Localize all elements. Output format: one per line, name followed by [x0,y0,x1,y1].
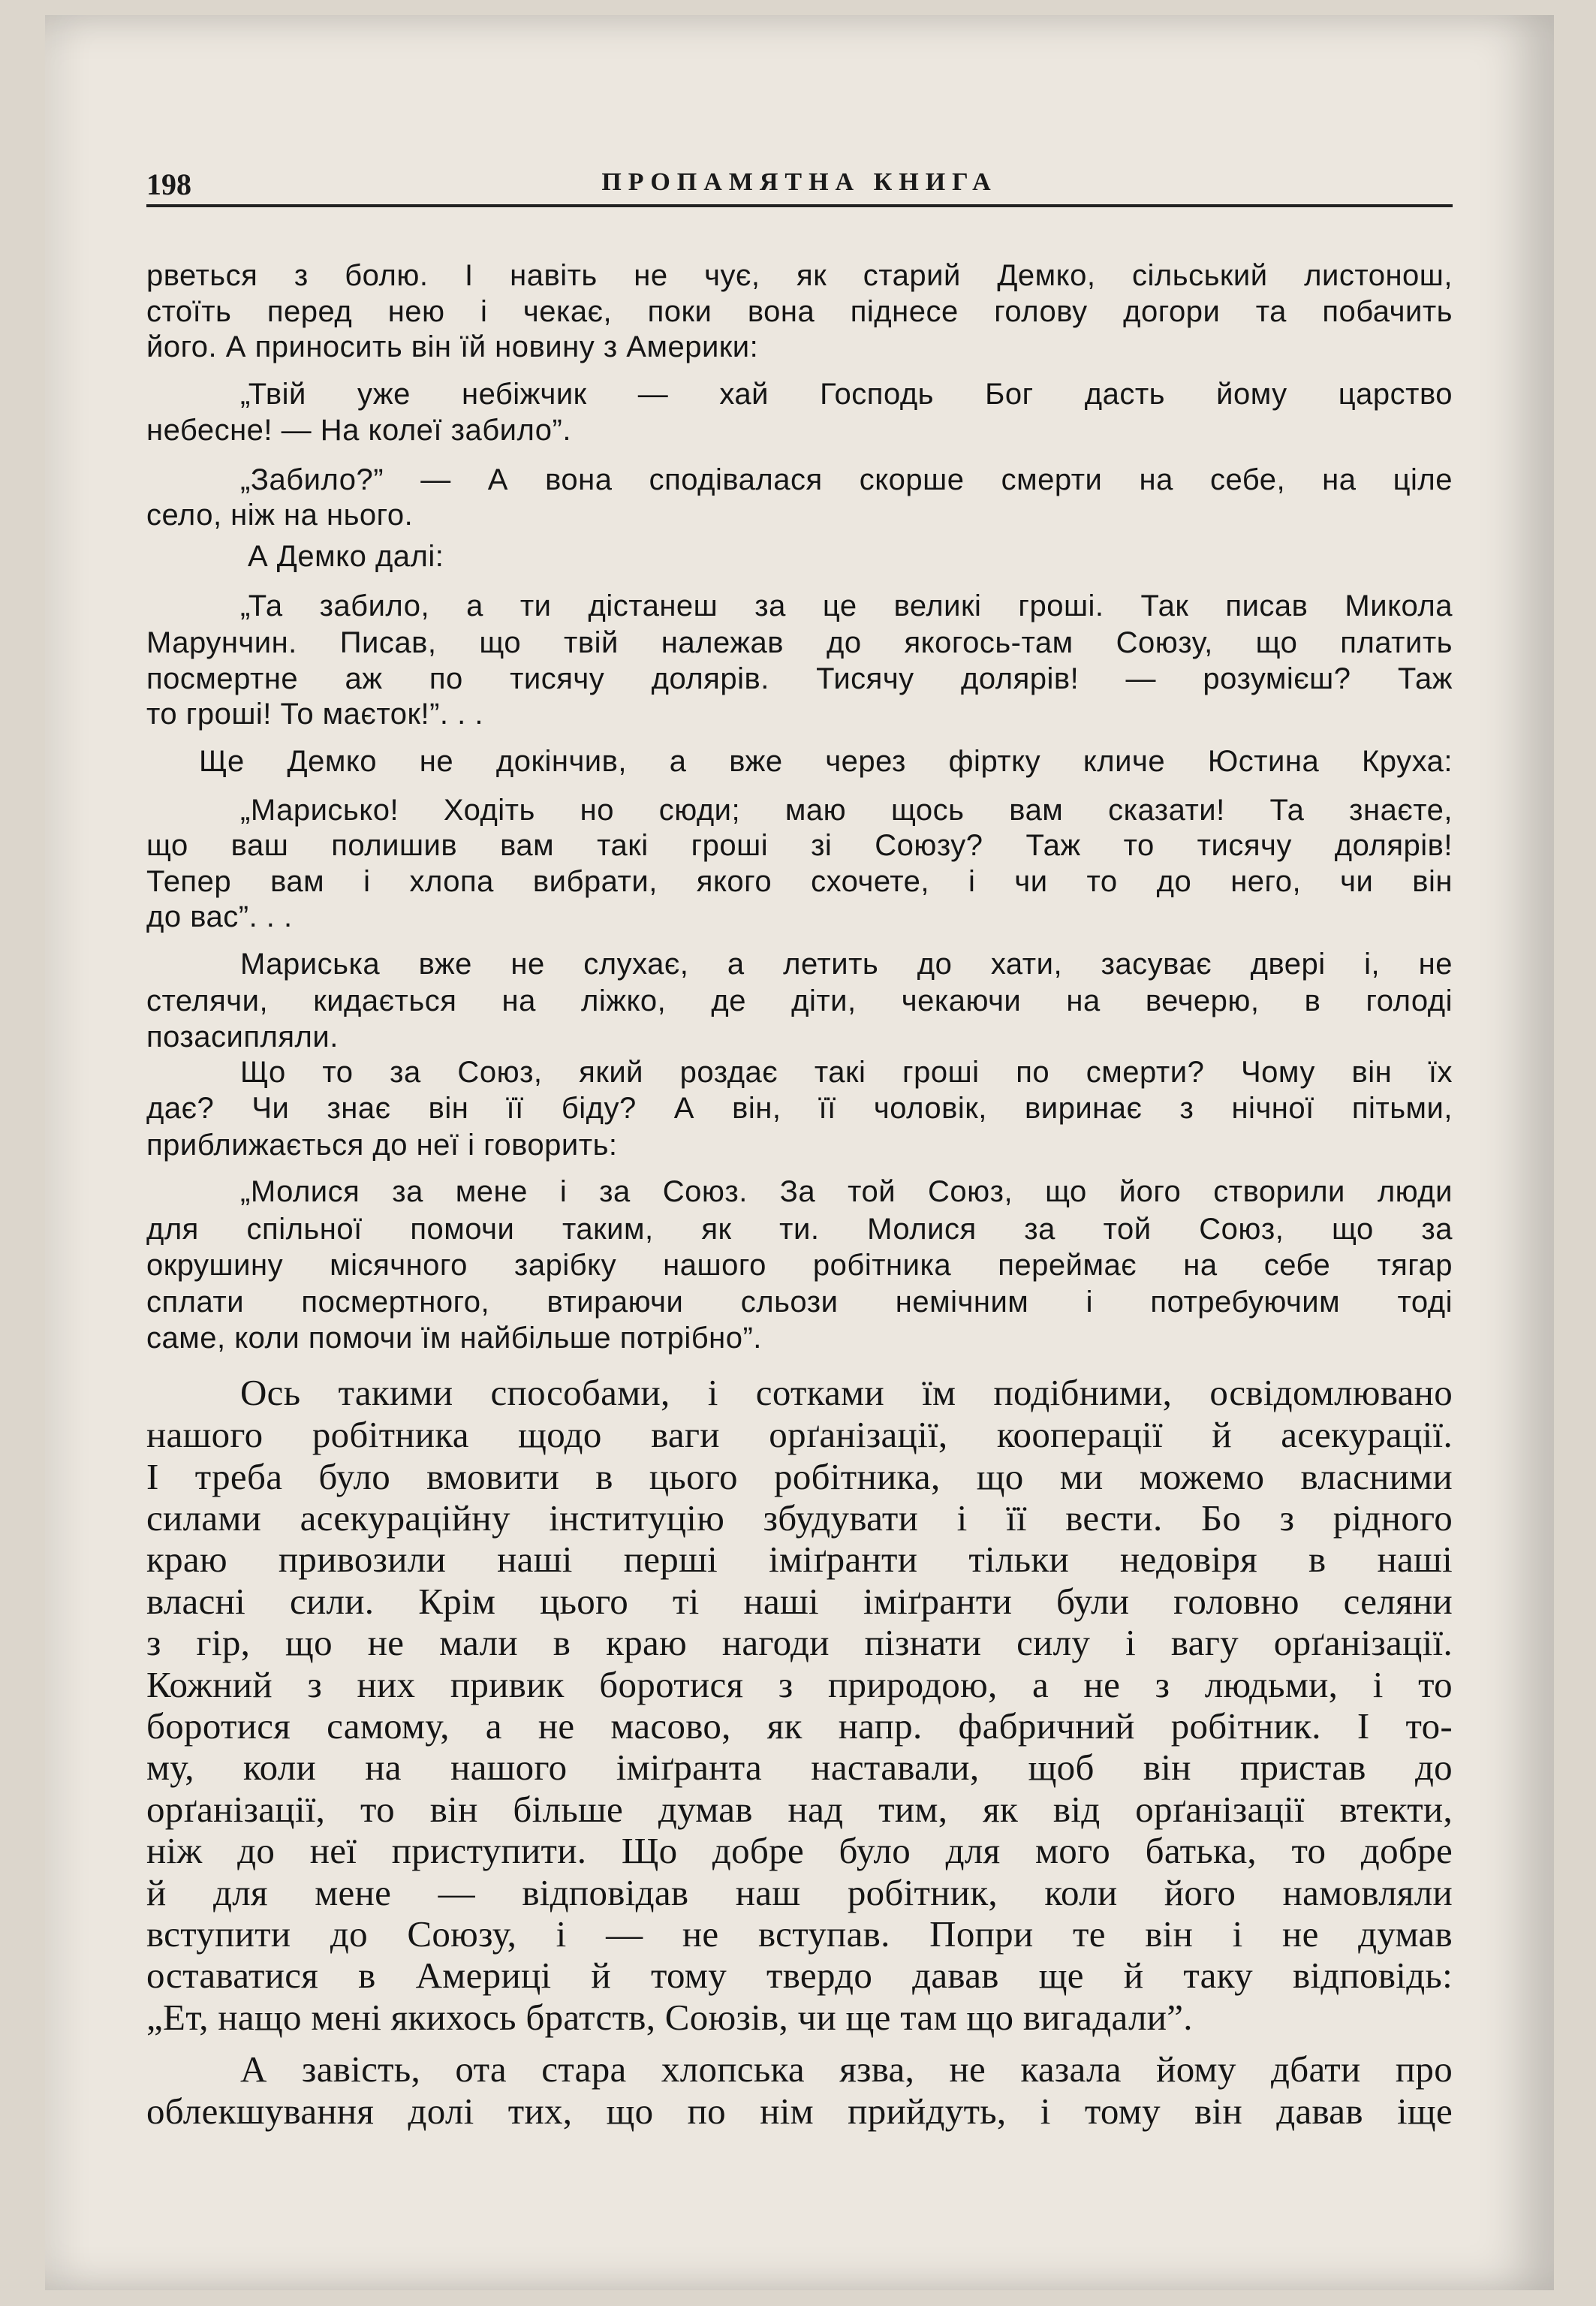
running-title: ПРОПАМЯТНА КНИГА [601,168,998,196]
text-line: „Забило?” — А вона сподівалася скорше смерти на себе, на ціле [240,463,1453,496]
text-line: силами асекураційну інституцію збудувати і її вести. Бо з рідного [146,1497,1453,1539]
text-line: село, ніж на нього. [146,499,414,532]
text-line: А Демко далі: [248,540,444,573]
text-line: його. А приносить він їй новину з Америки: [146,330,759,363]
text-line: приближається до неї і говорить: [146,1129,618,1162]
text-line: з гір, що не мали в краю нагоди пізнати силу і вагу орґанізації. [146,1622,1453,1663]
text-line: ніж до неї приступити. Що добре було для мого батька, то добре [146,1830,1453,1871]
text-line: саме, коли помочи їм найбільше потрібно”. [146,1322,762,1355]
text-line: Ще Демко не докінчив, а вже через фіртку кличе Юстина Круха: [199,745,1453,778]
text-line: „Марисько! Ходіть но сюди; маю щось вам сказати! Та знаєте, [240,794,1453,827]
page-header [146,167,1453,207]
text-line: Що то за Союз, який роздає такі гроші по смерти? Чому він їх [240,1056,1453,1089]
text-line: нашого робітника щодо ваги орґанізації, кооперації й асекурації. [146,1414,1453,1455]
text-line: І треба було вмовити в цього робітника, що ми можемо власними [146,1456,1453,1497]
text-line: боротися самому, а не масово, як напр. фабричний робітник. І то- [146,1705,1453,1747]
text-line: „Ет, нащо мені якихось братств, Союзів, чи ще там що вигадали”. [146,1997,1193,2038]
text-line: небесне! — На колеї забило”. [146,414,571,447]
text-line: власні сили. Крім цього ті наші іміґранти були головно селяни [146,1581,1453,1622]
text-line: позасипляли. [146,1020,339,1054]
text-line: орґанізації, то він більше думав над тим, як від орґанізації втекти, [146,1789,1453,1830]
text-line: до вас”. . . [146,900,293,933]
text-line: сплати посмертного, втираючи сльози немічним і потребуючим тоді [146,1286,1453,1319]
text-line: „Молися за мене і за Союз. За той Союз, що його створили люди [240,1175,1453,1208]
text-line: Марунчин. Писав, що твій належав до якогось-там Союзу, що платить [146,626,1453,659]
text-line: рветься з болю. І навіть не чує, як старий Демко, сільський листонош, [146,259,1453,292]
text-line: стелячи, кидається на ліжко, де діти, чекаючи на вечерю, в голоді [146,984,1453,1017]
text-line: облекшування долі тих, що по нім прийдуть, і тому він давав іще [146,2090,1453,2132]
page-number: 198 [146,167,191,201]
text-line: краю привозили наші перші іміґранти тільки недовіря в наші [146,1539,1453,1580]
text-line: „Твій уже небіжчик — хай Господь Бог дасть йому царство [240,378,1453,411]
text-line: й для мене — відповідав наш робітник, коли його намовляли [146,1872,1453,1913]
text-line: що ваш полишив вам такі гроші зі Союзу? Таж то тисячу долярів! [146,829,1453,862]
text-line: для спільної помочи таким, як ти. Молися за той Союз, що за [146,1213,1453,1246]
text-line: оставатися в Америці й тому твердо давав ще й таку відповідь: [146,1955,1453,1996]
text-line: посмертне аж по тисячу долярів. Тисячу долярів! — розумієш? Таж [146,662,1453,695]
text-line: стоїть перед нею і чекає, поки вона піднесе голову догори та побачить [146,295,1453,328]
text-line: „Та забило, а ти дістанеш за це великі гроші. Так писав Микола [240,589,1453,622]
text-line: дає? Чи знає він її біду? А він, її чоловік, виринає з нічної пітьми, [146,1092,1453,1125]
text-line: му, коли на нашого іміґранта наставали, щоб він пристав до [146,1747,1453,1788]
text-line: А завість, ота стара хлопська язва, не казала йому дбати про [240,2048,1453,2090]
text-line: Кожний з них привик боротися з природою, а не з людьми, і то [146,1664,1453,1705]
text-line: то гроші! То маєток!”. . . [146,698,483,731]
text-line: Мариська вже не слухає, а летить до хати, засуває двері і, не [240,948,1453,981]
text-line: Ось такими способами, і сотками їм подібними, освідомлювано [240,1372,1453,1413]
text-line: окрушину місячного зарібку нашого робітника переймає на себе тягар [146,1249,1453,1282]
text-line: вступити до Союзу, і — не вступав. Попри те він і не думав [146,1913,1453,1955]
text-line: Тепер вам і хлопа вибрати, якого схочете, і чи то до него, чи він [146,865,1453,898]
